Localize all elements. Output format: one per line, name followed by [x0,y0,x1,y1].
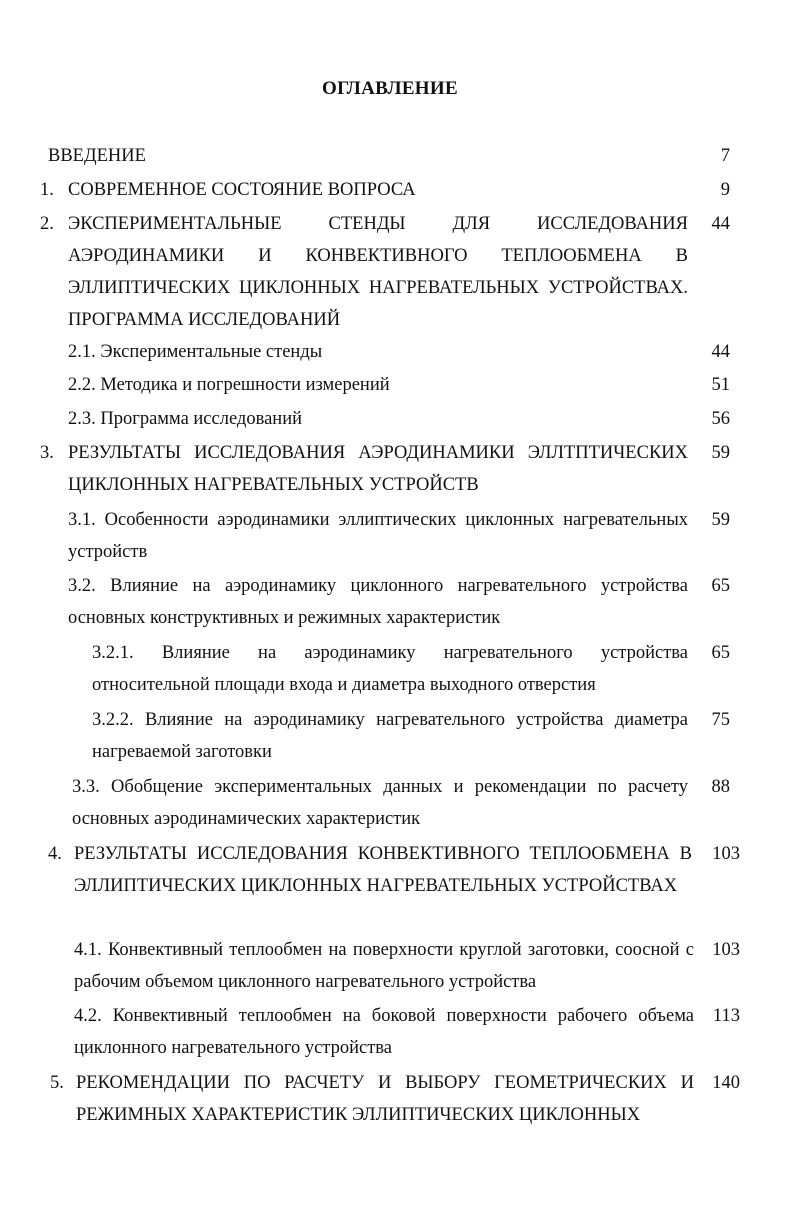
toc-entry-text: СОВРЕМЕННОЕ СОСТОЯНИЕ ВОПРОСА [68,180,416,200]
toc-entry-subsection-3-2-2 [92,704,688,768]
toc-page-number: 9 [720,180,730,200]
toc-entry-number: 3. [40,443,54,463]
toc-page-number: 7 [720,146,730,166]
toc-entry-text: 3.2.1. Влияние на аэродинамику нагревательного устройства относительной площади входа и диаметра выходного отверстия [92,643,688,695]
toc-entry-text: 3.2.2. Влияние на аэродинамику нагревательного устройства диаметра нагреваемой заготовки [92,710,688,762]
toc-page-number: 44 [711,342,730,362]
toc-entry-section-2-3 [68,403,688,435]
toc-entry-text: 4.2. Конвективный теплообмен на боковой поверхности рабочего объема циклонного нагревательного устройства [74,1006,694,1058]
toc-entry-text: 4.1. Конвективный теплообмен на поверхности круглой заготовки, соосной с рабочим объемом циклонного нагревательного устройства [74,940,694,992]
toc-entry-text: 2.3. Программа исследований [68,409,302,429]
toc-title: ОГЛАВЛЕНИЕ [322,78,458,99]
toc-entry-section-4-1 [74,934,694,998]
toc-page-number: 103 [712,940,740,960]
toc-entry-text: РЕЗУЛЬТАТЫ ИССЛЕДОВАНИЯ АЭРОДИНАМИКИ ЭЛЛТПТИЧЕСКИХ ЦИКЛОННЫХ НАГРЕВАТЕЛЬНЫХ УСТРОЙСТВ [68,443,688,495]
toc-page-number: 140 [712,1073,740,1093]
toc-page-number: 113 [712,1006,740,1026]
toc-entry-introduction [48,140,688,172]
toc-entry-text: 2.1. Экспериментальные стенды [68,342,323,362]
toc-entry-text: РЕКОМЕНДАЦИИ ПО РАСЧЕТУ И ВЫБОРУ ГЕОМЕТРИЧЕСКИХ И РЕЖИМНЫХ ХАРАКТЕРИСТИК ЭЛЛИПТИЧЕСКИХ ЦИКЛОННЫХ [76,1073,694,1125]
toc-entry-section-3-3 [72,771,688,835]
toc-entry-text: 2.2. Методика и погрешности измерений [68,375,390,395]
toc-entry-section-3-2 [68,570,688,634]
toc-entry-chapter-2 [40,208,690,336]
toc-entry-section-2-2 [68,369,688,401]
toc-entry-chapter-4 [48,838,692,934]
toc-entry-number: 2. [40,214,54,234]
toc-page-number: 103 [712,844,740,864]
toc-entry-section-2-1 [68,336,688,368]
toc-entry-section-4-2 [74,1000,694,1064]
toc-entry-chapter-3 [40,437,690,501]
toc-entry-number: 1. [40,180,54,200]
toc-entry-number: 5. [50,1073,64,1093]
toc-entry-text: РЕЗУЛЬТАТЫ ИССЛЕДОВАНИЯ КОНВЕКТИВНОГО ТЕПЛООБМЕНА В ЭЛЛИПТИЧЕСКИХ ЦИКЛОННЫХ НАГРЕВАТЕЛЬНЫХ УСТРОЙСТВАХ [74,844,692,896]
toc-entry-chapter-5 [50,1067,694,1131]
toc-page-number: 88 [711,777,730,797]
toc-page-number: 75 [711,710,730,730]
toc-entry-subsection-3-2-1 [92,637,688,701]
toc-entry-text: ЭКСПЕРИМЕНТАЛЬНЫЕ СТЕНДЫ ДЛЯ ИССЛЕДОВАНИЯ АЭРОДИНАМИКИ И КОНВЕКТИВНОГО ТЕПЛООБМЕНА В ЭЛЛИПТИЧЕСКИХ ЦИКЛОННЫХ НАГРЕВАТЕЛЬНЫХ УСТРОЙСТВАХ. ПРОГРАММА ИССЛЕДОВАНИЙ [68,214,688,330]
toc-page-number: 65 [711,576,730,596]
toc-entry-section-3-1 [68,504,688,568]
toc-entry-text: 3.1. Особенности аэродинамики эллиптических циклонных нагревательных устройств [68,510,688,562]
toc-page-number: 44 [711,214,730,234]
toc-entry-number: 4. [48,844,62,864]
toc-entry-text: 3.3. Обобщение экспериментальных данных и рекомендации по расчету основных аэродинамических характеристик [72,777,688,829]
toc-entry-chapter-1 [40,174,690,206]
toc-entry-text: ВВЕДЕНИЕ [48,146,146,166]
toc-page-number: 59 [711,443,730,463]
toc-page-number: 56 [711,409,730,429]
toc-entry-text: 3.2. Влияние на аэродинамику циклонного нагревательного устройства основных конструктивных и режимных характеристик [68,576,688,628]
toc-page-number: 59 [711,510,730,530]
toc-page-number: 65 [711,643,730,663]
toc-page-number: 51 [711,375,730,395]
